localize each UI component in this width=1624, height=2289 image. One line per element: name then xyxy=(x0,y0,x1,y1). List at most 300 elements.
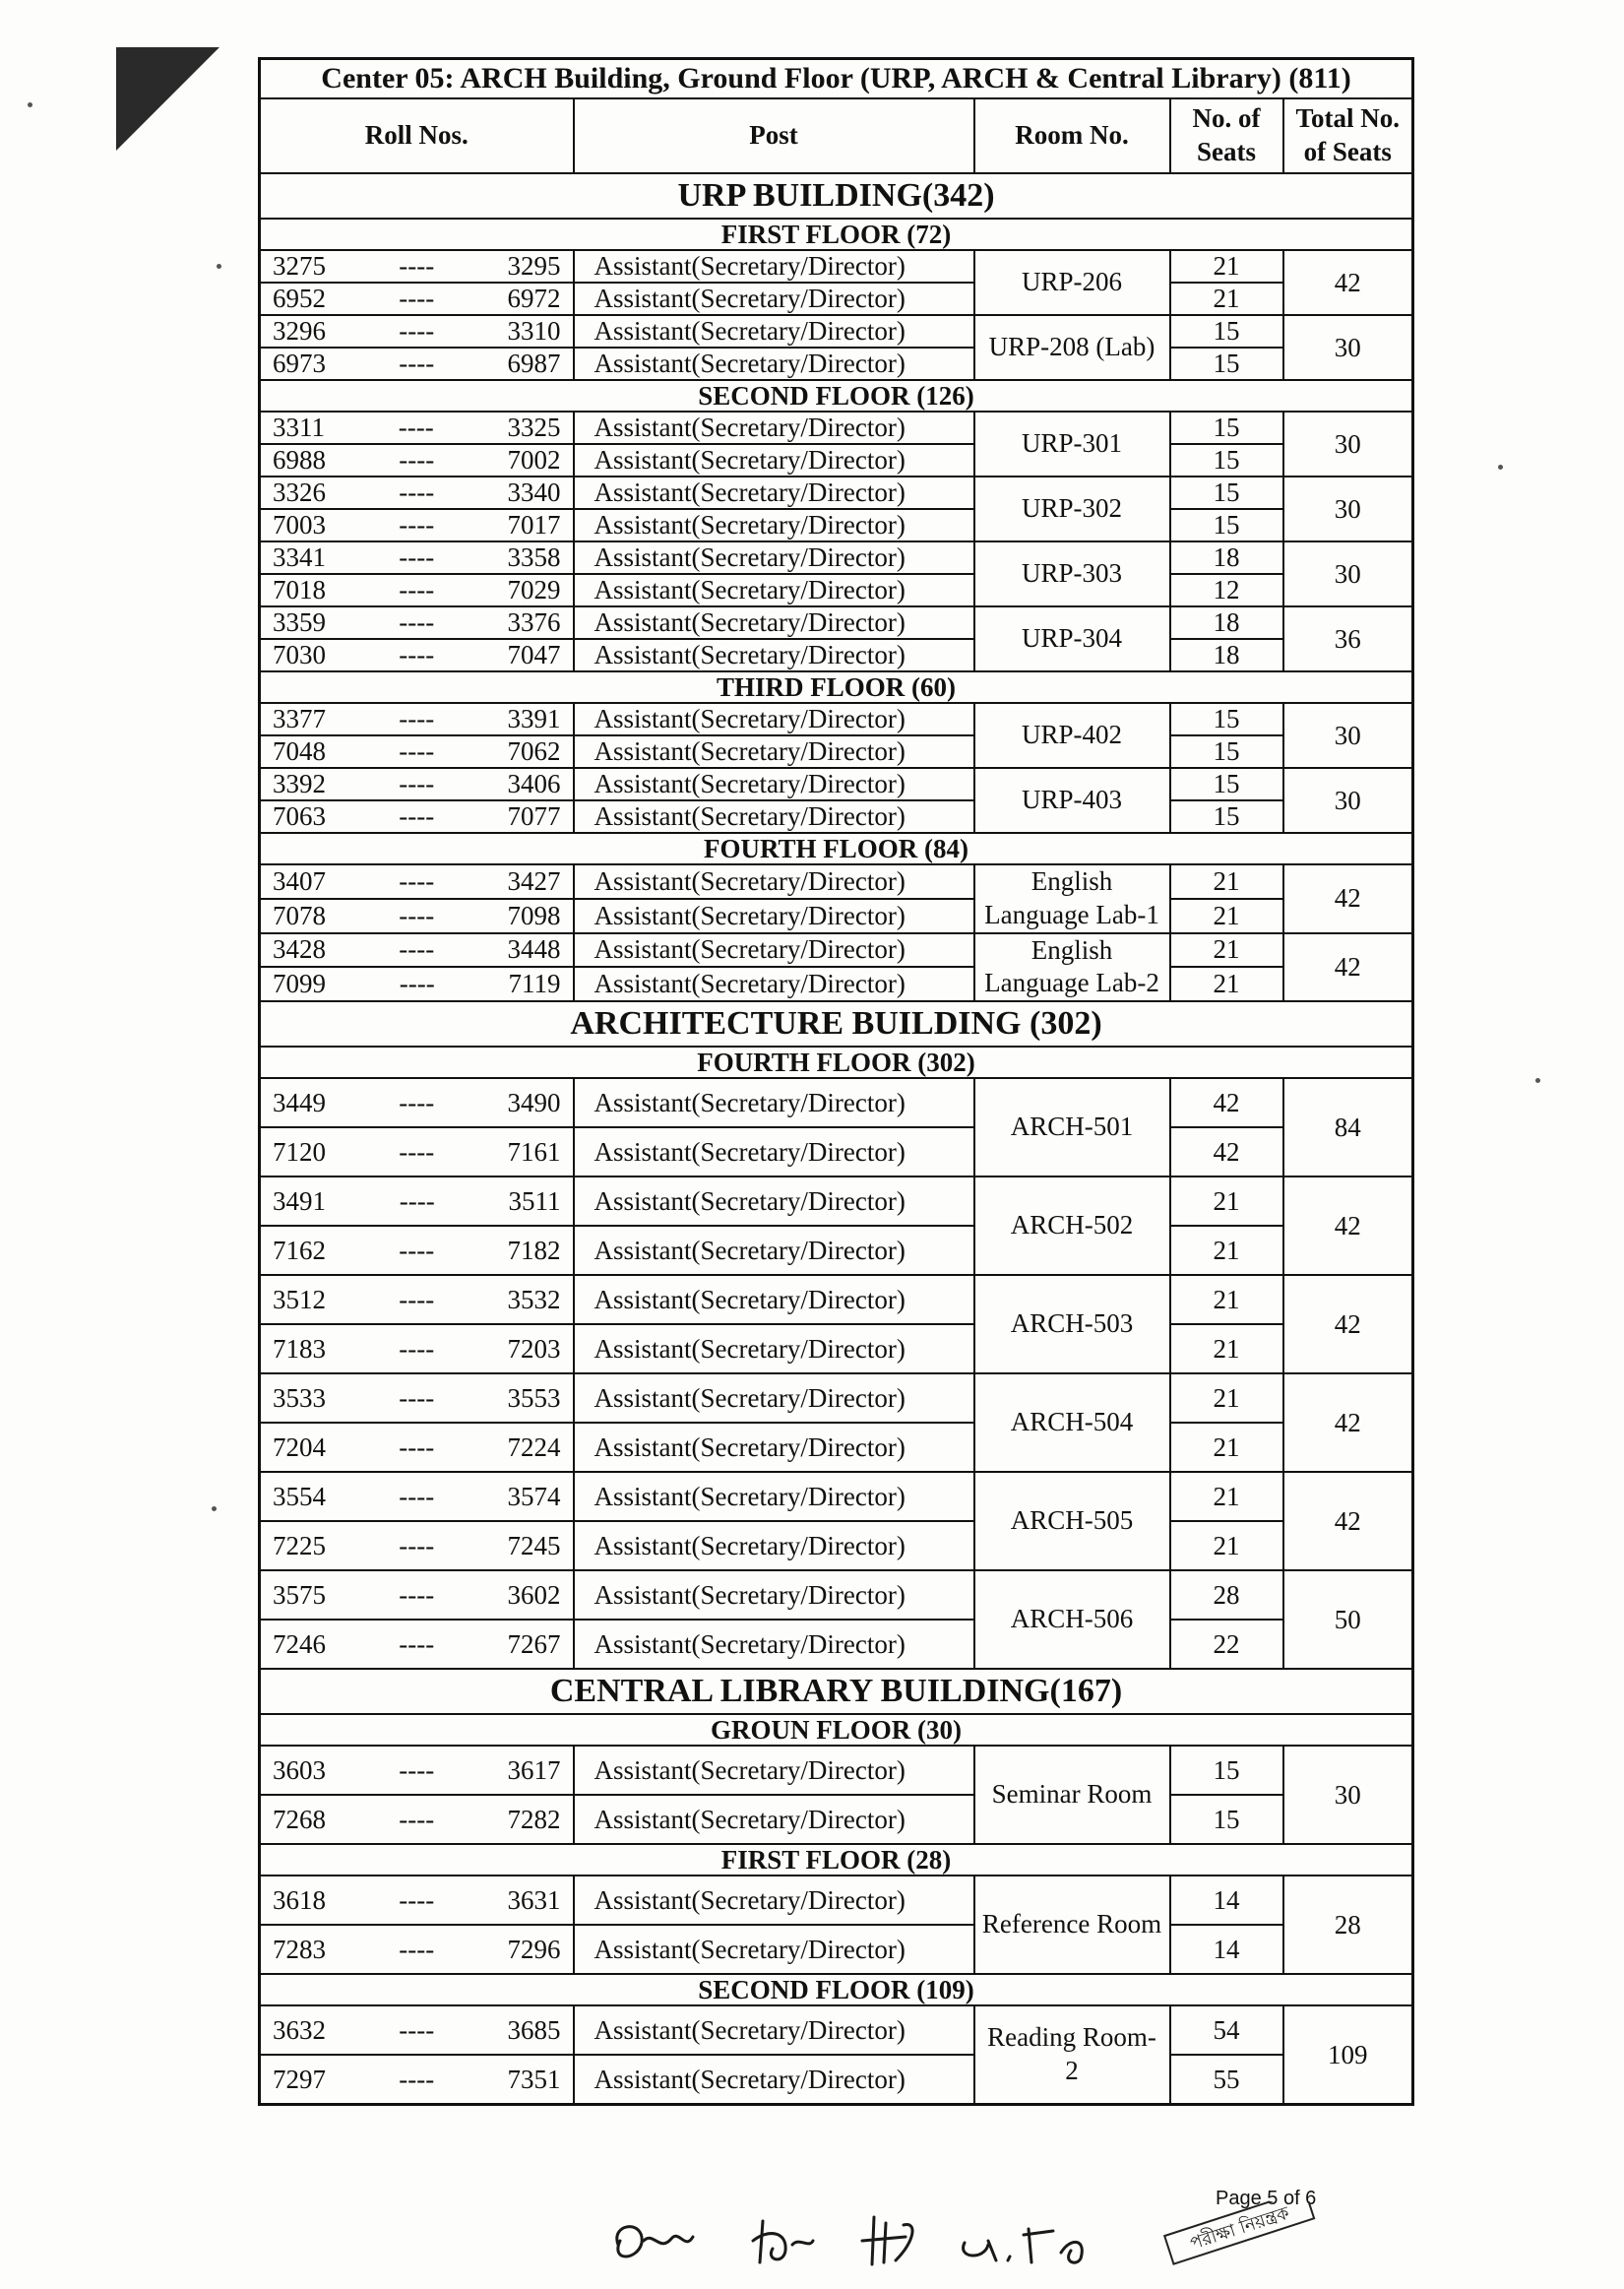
roll-from: 7078 xyxy=(273,900,326,930)
room-cell: ARCH-506 xyxy=(974,1570,1170,1669)
roll-dash: ---- xyxy=(399,607,435,637)
roll-from: 7018 xyxy=(273,575,326,604)
seats-cell: 15 xyxy=(1170,315,1283,348)
post-cell: Assistant(Secretary/Director) xyxy=(574,1275,974,1324)
roll-to: 6972 xyxy=(507,284,561,313)
roll-range-wrap xyxy=(267,2014,567,2045)
roll-range-wrap xyxy=(267,447,567,474)
seats-cell: 15 xyxy=(1170,800,1283,833)
roll-range-wrap xyxy=(267,706,567,732)
roll-from: 3632 xyxy=(273,2014,326,2045)
roll-range xyxy=(260,1078,574,1127)
total-seats-cell: 42 xyxy=(1283,864,1413,933)
seats-cell: 21 xyxy=(1170,1275,1283,1324)
roll-range xyxy=(260,444,574,477)
post-cell: Assistant(Secretary/Director) xyxy=(574,315,974,348)
roll-range xyxy=(260,1472,574,1521)
roll-dash: ---- xyxy=(399,1185,435,1216)
roll-from: 3491 xyxy=(273,1185,326,1216)
svg-text:পরীক্ষা নিয়ন্ত্রক: পরীক্ষা নিয়ন্ত্রক xyxy=(1187,2202,1292,2255)
roll-to: 7282 xyxy=(507,1804,561,1834)
roll-dash: ---- xyxy=(399,1333,435,1364)
roll-to: 7203 xyxy=(507,1333,561,1364)
post-cell: Assistant(Secretary/Director) xyxy=(574,444,974,477)
roll-from: 3554 xyxy=(273,1481,326,1511)
roll-range xyxy=(260,1324,574,1373)
roll-from: 7099 xyxy=(273,969,326,999)
center-title: Center 05: ARCH Building, Ground Floor (URP, ARCH & Central Library) (811) xyxy=(260,59,1413,99)
roll-range xyxy=(260,1127,574,1176)
roll-range-wrap xyxy=(267,1804,567,1834)
roll-range-wrap xyxy=(267,900,567,930)
room-cell: ARCH-503 xyxy=(974,1275,1170,1373)
seat-plan-document xyxy=(258,57,1411,2106)
roll-from: 7268 xyxy=(273,1804,326,1834)
roll-range-wrap xyxy=(267,1579,567,1610)
roll-dash: ---- xyxy=(399,865,435,896)
roll-from: 3428 xyxy=(273,934,326,965)
floor-row xyxy=(260,380,1413,412)
total-seats-cell: 28 xyxy=(1283,1876,1413,1974)
roll-range-wrap xyxy=(267,609,567,636)
roll-dash: ---- xyxy=(399,1481,435,1511)
post-cell: Assistant(Secretary/Director) xyxy=(574,574,974,606)
roll-dash: ---- xyxy=(399,934,435,965)
roll-range xyxy=(260,348,574,380)
roll-range-wrap xyxy=(267,803,567,830)
seats-cell: 15 xyxy=(1170,1795,1283,1844)
building-name: CENTRAL LIBRARY BUILDING(167) xyxy=(260,1669,1413,1714)
floor-row xyxy=(260,1047,1413,1078)
room-cell: ARCH-504 xyxy=(974,1373,1170,1472)
seats-cell: 28 xyxy=(1170,1570,1283,1620)
total-seats-cell: 50 xyxy=(1283,1570,1413,1669)
post-cell: Assistant(Secretary/Director) xyxy=(574,1795,974,1844)
room-cell: URP-402 xyxy=(974,703,1170,768)
roll-dash: ---- xyxy=(399,445,435,475)
roll-range xyxy=(260,283,574,315)
roll-to: 7161 xyxy=(507,1136,561,1167)
table-row xyxy=(260,1226,1413,1275)
roll-from: 3311 xyxy=(273,413,325,442)
table-row xyxy=(260,348,1413,380)
roll-range xyxy=(260,1226,574,1275)
seats-cell: 15 xyxy=(1170,477,1283,509)
roll-range-wrap xyxy=(267,1333,567,1364)
roll-from: 7063 xyxy=(273,801,326,831)
total-seats-cell: 30 xyxy=(1283,768,1413,833)
seats-cell: 21 xyxy=(1170,967,1283,1001)
seats-cell: 21 xyxy=(1170,1226,1283,1275)
seats-cell: 21 xyxy=(1170,1324,1283,1373)
roll-range-wrap xyxy=(267,512,567,539)
roll-range xyxy=(260,1423,574,1472)
roll-from: 7204 xyxy=(273,1431,326,1462)
roll-from: 3359 xyxy=(273,607,326,637)
roll-from: 6952 xyxy=(273,284,326,313)
scan-speck xyxy=(212,1506,217,1511)
roll-range xyxy=(260,735,574,768)
roll-range xyxy=(260,899,574,933)
roll-range xyxy=(260,864,574,899)
post-cell: Assistant(Secretary/Director) xyxy=(574,250,974,283)
roll-dash: ---- xyxy=(399,284,435,313)
roll-range-wrap xyxy=(267,1087,567,1117)
roll-dash: ---- xyxy=(399,1530,435,1560)
building-name: ARCHITECTURE BUILDING (302) xyxy=(260,1001,1413,1047)
seats-cell: 55 xyxy=(1170,2055,1283,2105)
roll-range xyxy=(260,967,574,1001)
scan-speck xyxy=(1535,1078,1540,1083)
roll-from: 7246 xyxy=(273,1628,326,1659)
post-cell: Assistant(Secretary/Director) xyxy=(574,864,974,899)
roll-range-wrap xyxy=(267,936,567,963)
roll-range xyxy=(260,606,574,639)
seats-cell: 15 xyxy=(1170,703,1283,735)
post-cell: Assistant(Secretary/Director) xyxy=(574,1324,974,1373)
roll-dash: ---- xyxy=(399,316,435,346)
total-seats-cell: 84 xyxy=(1283,1078,1413,1176)
table-row xyxy=(260,1078,1413,1127)
scan-corner-shadow xyxy=(116,47,219,151)
room-cell: English Language Lab-1 xyxy=(974,864,1170,933)
post-cell: Assistant(Secretary/Director) xyxy=(574,1078,974,1127)
roll-dash: ---- xyxy=(399,1431,435,1462)
room-cell: Reference Room xyxy=(974,1876,1170,1974)
room-cell: English Language Lab-2 xyxy=(974,933,1170,1002)
roll-range-wrap xyxy=(267,1382,567,1413)
signatures-handwritten xyxy=(591,2201,1339,2280)
roll-range-wrap xyxy=(267,286,567,312)
roll-dash: ---- xyxy=(399,900,435,930)
table-row xyxy=(260,412,1413,444)
roll-range-wrap xyxy=(267,414,567,441)
seats-cell: 15 xyxy=(1170,1746,1283,1795)
post-cell: Assistant(Secretary/Director) xyxy=(574,1127,974,1176)
roll-range xyxy=(260,509,574,541)
roll-dash: ---- xyxy=(399,640,435,669)
roll-range xyxy=(260,541,574,574)
post-cell: Assistant(Secretary/Director) xyxy=(574,1176,974,1226)
total-seats-cell: 30 xyxy=(1283,315,1413,380)
post-cell: Assistant(Secretary/Director) xyxy=(574,933,974,968)
roll-dash: ---- xyxy=(399,510,435,540)
roll-range xyxy=(260,1876,574,1925)
post-cell: Assistant(Secretary/Director) xyxy=(574,967,974,1001)
roll-range-wrap xyxy=(267,1431,567,1462)
column-header: Roll Nos. xyxy=(260,98,574,173)
table-row xyxy=(260,1275,1413,1324)
roll-to: 3490 xyxy=(507,1087,561,1117)
roll-to: 7077 xyxy=(507,801,561,831)
roll-range-wrap xyxy=(267,1628,567,1659)
roll-dash: ---- xyxy=(399,349,435,378)
roll-range xyxy=(260,800,574,833)
roll-to: 7182 xyxy=(507,1235,561,1265)
table-row xyxy=(260,800,1413,833)
examiner-stamp xyxy=(1164,2201,1314,2264)
building-row xyxy=(260,1669,1413,1714)
roll-to: 7017 xyxy=(507,510,561,540)
roll-range xyxy=(260,250,574,283)
roll-range xyxy=(260,1176,574,1226)
seat-plan-table xyxy=(258,57,1414,2106)
seats-cell: 14 xyxy=(1170,1876,1283,1925)
roll-range xyxy=(260,477,574,509)
table-row xyxy=(260,899,1413,933)
roll-to: 3553 xyxy=(507,1382,561,1413)
table-row xyxy=(260,703,1413,735)
post-cell: Assistant(Secretary/Director) xyxy=(574,1570,974,1620)
roll-dash: ---- xyxy=(399,1136,435,1167)
roll-from: 3575 xyxy=(273,1579,326,1610)
roll-range xyxy=(260,639,574,671)
room-cell: URP-403 xyxy=(974,768,1170,833)
roll-from: 3275 xyxy=(273,251,326,281)
seats-cell: 22 xyxy=(1170,1620,1283,1669)
roll-range-wrap xyxy=(267,253,567,280)
post-cell: Assistant(Secretary/Director) xyxy=(574,2055,974,2105)
table-row xyxy=(260,1620,1413,1669)
roll-range xyxy=(260,1746,574,1795)
post-cell: Assistant(Secretary/Director) xyxy=(574,703,974,735)
total-seats-cell: 42 xyxy=(1283,1373,1413,1472)
post-cell: Assistant(Secretary/Director) xyxy=(574,1472,974,1521)
seats-cell: 21 xyxy=(1170,1472,1283,1521)
roll-range xyxy=(260,2005,574,2055)
table-row xyxy=(260,1795,1413,1844)
seats-cell: 42 xyxy=(1170,1078,1283,1127)
total-seats-cell: 109 xyxy=(1283,2005,1413,2105)
post-cell: Assistant(Secretary/Director) xyxy=(574,509,974,541)
roll-range xyxy=(260,574,574,606)
roll-to: 3295 xyxy=(507,251,561,281)
roll-to: 3310 xyxy=(507,316,561,346)
table-row xyxy=(260,1472,1413,1521)
seats-cell: 18 xyxy=(1170,639,1283,671)
roll-from: 7030 xyxy=(273,640,326,669)
total-seats-cell: 36 xyxy=(1283,606,1413,671)
seats-cell: 14 xyxy=(1170,1925,1283,1974)
roll-range-wrap xyxy=(267,2066,567,2093)
table-row xyxy=(260,967,1413,1001)
roll-range-wrap xyxy=(267,1284,567,1314)
post-cell: Assistant(Secretary/Director) xyxy=(574,1746,974,1795)
total-seats-cell: 30 xyxy=(1283,541,1413,606)
roll-from: 3449 xyxy=(273,1087,326,1117)
roll-from: 3326 xyxy=(273,477,326,507)
table-row xyxy=(260,639,1413,671)
table-row xyxy=(260,606,1413,639)
column-header: No. of Seats xyxy=(1170,98,1283,173)
roll-range xyxy=(260,1373,574,1423)
roll-from: 7183 xyxy=(273,1333,326,1364)
post-cell: Assistant(Secretary/Director) xyxy=(574,1373,974,1423)
room-cell: ARCH-505 xyxy=(974,1472,1170,1570)
roll-to: 7098 xyxy=(507,900,561,930)
roll-to: 6987 xyxy=(507,349,561,378)
roll-from: 3341 xyxy=(273,542,326,572)
roll-to: 3406 xyxy=(507,769,561,798)
scan-speck xyxy=(28,102,32,107)
table-row xyxy=(260,1570,1413,1620)
total-seats-cell: 30 xyxy=(1283,477,1413,541)
table-row xyxy=(260,933,1413,968)
roll-range xyxy=(260,2055,574,2105)
table-row xyxy=(260,477,1413,509)
roll-from: 7003 xyxy=(273,510,326,540)
roll-range-wrap xyxy=(267,1754,567,1785)
table-row xyxy=(260,283,1413,315)
roll-range-wrap xyxy=(267,1136,567,1167)
roll-range xyxy=(260,315,574,348)
post-cell: Assistant(Secretary/Director) xyxy=(574,1423,974,1472)
roll-range-wrap xyxy=(267,1934,567,1964)
roll-dash: ---- xyxy=(399,769,435,798)
roll-from: 3407 xyxy=(273,865,326,896)
seats-cell: 18 xyxy=(1170,541,1283,574)
roll-to: 7351 xyxy=(507,2064,561,2094)
table-row xyxy=(260,1127,1413,1176)
room-cell: ARCH-502 xyxy=(974,1176,1170,1275)
roll-from: 6988 xyxy=(273,445,326,475)
roll-to: 3602 xyxy=(507,1579,561,1610)
roll-range xyxy=(260,1925,574,1974)
roll-range-wrap xyxy=(267,642,567,668)
column-header: Post xyxy=(574,98,974,173)
table-row xyxy=(260,509,1413,541)
title-row xyxy=(260,59,1413,99)
roll-range xyxy=(260,933,574,968)
roll-range-wrap xyxy=(267,479,567,506)
roll-to: 7002 xyxy=(507,445,561,475)
total-seats-cell: 30 xyxy=(1283,703,1413,768)
roll-dash: ---- xyxy=(399,969,435,999)
roll-to: 7245 xyxy=(507,1530,561,1560)
total-seats-cell: 42 xyxy=(1283,1176,1413,1275)
roll-from: 3618 xyxy=(273,1884,326,1915)
floor-row xyxy=(260,1844,1413,1876)
total-seats-cell: 30 xyxy=(1283,1746,1413,1844)
roll-range-wrap xyxy=(267,350,567,377)
table-row xyxy=(260,574,1413,606)
table-row xyxy=(260,1373,1413,1423)
seats-cell: 15 xyxy=(1170,768,1283,800)
roll-range xyxy=(260,1275,574,1324)
post-cell: Assistant(Secretary/Director) xyxy=(574,541,974,574)
roll-dash: ---- xyxy=(399,1934,435,1964)
roll-dash: ---- xyxy=(399,1087,435,1117)
total-seats-cell: 30 xyxy=(1283,412,1413,477)
seats-cell: 54 xyxy=(1170,2005,1283,2055)
roll-dash: ---- xyxy=(399,801,435,831)
roll-dash: ---- xyxy=(399,575,435,604)
roll-to: 3391 xyxy=(507,704,561,733)
post-cell: Assistant(Secretary/Director) xyxy=(574,768,974,800)
roll-range-wrap xyxy=(267,971,567,997)
roll-from: 7225 xyxy=(273,1530,326,1560)
roll-from: 3377 xyxy=(273,704,326,733)
roll-to: 7029 xyxy=(507,575,561,604)
roll-to: 3340 xyxy=(507,477,561,507)
scan-speck xyxy=(1498,465,1503,470)
post-cell: Assistant(Secretary/Director) xyxy=(574,2005,974,2055)
seats-cell: 21 xyxy=(1170,933,1283,968)
table-row xyxy=(260,1423,1413,1472)
table-row xyxy=(260,735,1413,768)
table-row xyxy=(260,2005,1413,2055)
roll-range-wrap xyxy=(267,1884,567,1915)
roll-to: 3574 xyxy=(507,1481,561,1511)
roll-to: 3617 xyxy=(507,1754,561,1785)
post-cell: Assistant(Secretary/Director) xyxy=(574,1925,974,1974)
roll-to: 3448 xyxy=(507,934,561,965)
post-cell: Assistant(Secretary/Director) xyxy=(574,412,974,444)
roll-range-wrap xyxy=(267,865,567,896)
room-cell: URP-304 xyxy=(974,606,1170,671)
floor-name: GROUN FLOOR (30) xyxy=(260,1714,1413,1746)
post-cell: Assistant(Secretary/Director) xyxy=(574,800,974,833)
roll-range-wrap xyxy=(267,1185,567,1216)
post-cell: Assistant(Secretary/Director) xyxy=(574,1620,974,1669)
roll-dash: ---- xyxy=(399,477,435,507)
roll-range-wrap xyxy=(267,577,567,604)
post-cell: Assistant(Secretary/Director) xyxy=(574,639,974,671)
room-cell: ARCH-501 xyxy=(974,1078,1170,1176)
roll-range-wrap xyxy=(267,1235,567,1265)
roll-to: 7047 xyxy=(507,640,561,669)
roll-to: 3325 xyxy=(507,413,561,442)
roll-dash: ---- xyxy=(398,413,434,442)
post-cell: Assistant(Secretary/Director) xyxy=(574,1521,974,1570)
column-header: Total No. of Seats xyxy=(1283,98,1413,173)
room-cell: URP-208 (Lab) xyxy=(974,315,1170,380)
total-seats-cell: 42 xyxy=(1283,1275,1413,1373)
table-row xyxy=(260,444,1413,477)
floor-name: FOURTH FLOOR (84) xyxy=(260,833,1413,864)
seat-plan-body xyxy=(260,59,1413,2105)
seats-cell: 18 xyxy=(1170,606,1283,639)
table-row xyxy=(260,1521,1413,1570)
seats-cell: 21 xyxy=(1170,1521,1283,1570)
scan-speck xyxy=(217,264,221,269)
roll-to: 3376 xyxy=(507,607,561,637)
roll-dash: ---- xyxy=(399,1884,435,1915)
roll-from: 7162 xyxy=(273,1235,326,1265)
roll-dash: ---- xyxy=(399,1284,435,1314)
floor-name: FIRST FLOOR (72) xyxy=(260,219,1413,250)
roll-from: 7120 xyxy=(273,1136,326,1167)
roll-to: 3685 xyxy=(507,2014,561,2045)
roll-to: 3427 xyxy=(507,865,561,896)
post-cell: Assistant(Secretary/Director) xyxy=(574,735,974,768)
room-cell: Reading Room-2 xyxy=(974,2005,1170,2105)
page-number: Page 5 of 6 xyxy=(1216,2188,1317,2209)
table-row xyxy=(260,315,1413,348)
floor-name: FIRST FLOOR (28) xyxy=(260,1844,1413,1876)
seats-cell: 15 xyxy=(1170,348,1283,380)
floor-name: THIRD FLOOR (60) xyxy=(260,671,1413,703)
seats-cell: 42 xyxy=(1170,1127,1283,1176)
seats-cell: 15 xyxy=(1170,412,1283,444)
roll-range xyxy=(260,1521,574,1570)
seats-cell: 21 xyxy=(1170,1423,1283,1472)
roll-range-wrap xyxy=(267,544,567,571)
roll-to: 7119 xyxy=(508,969,561,999)
seats-cell: 12 xyxy=(1170,574,1283,606)
roll-from: 6973 xyxy=(273,349,326,378)
column-header: Room No. xyxy=(974,98,1170,173)
